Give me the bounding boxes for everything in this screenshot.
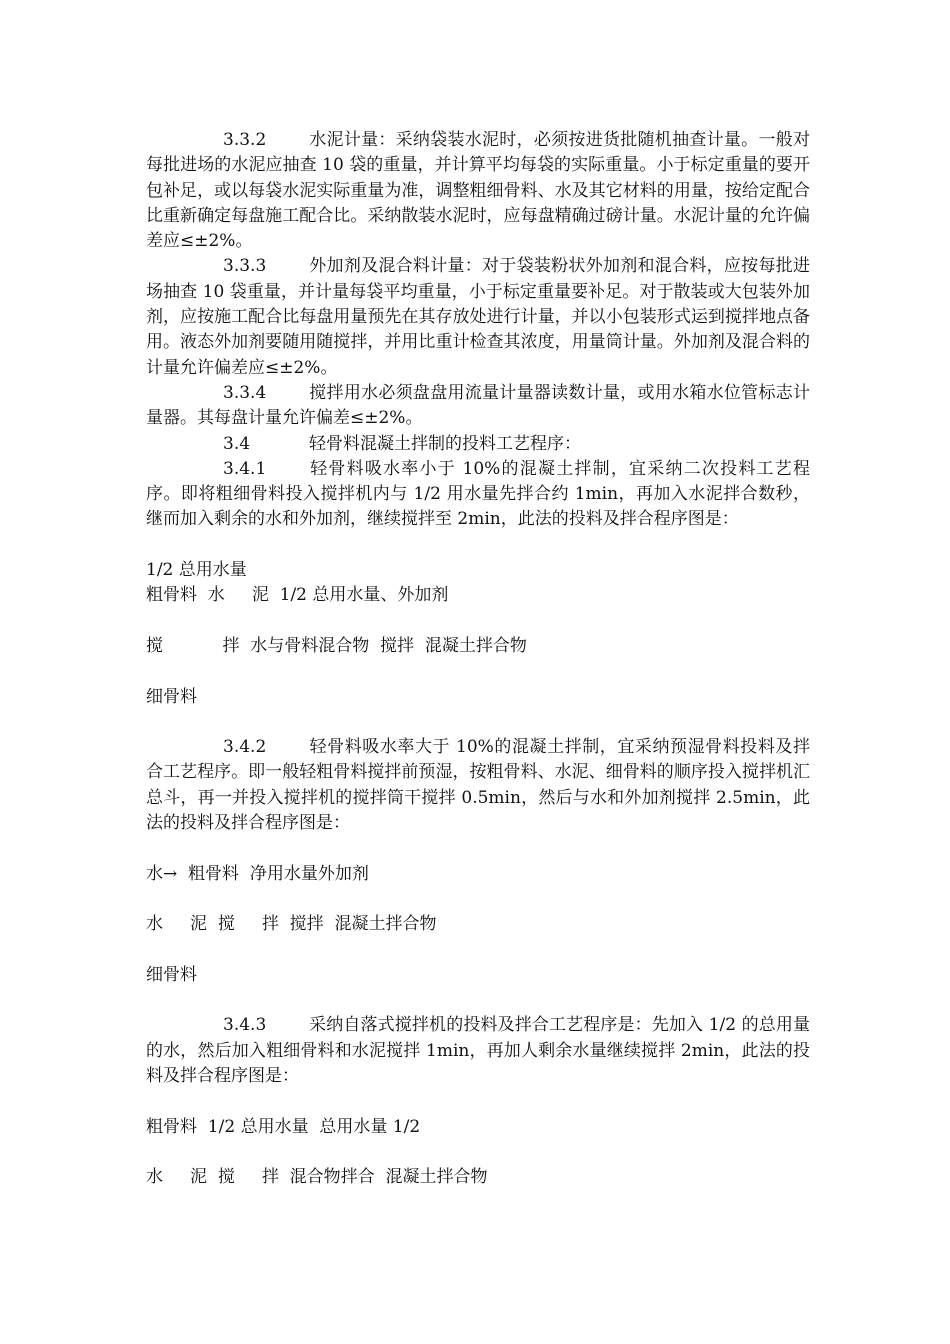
process-diagram-1 [146,558,810,710]
section-number: 3.3.2 [223,130,267,150]
section-number: 3.4.1 [223,458,267,479]
section-text: 轻骨料吸水率大于 10%的混凝土拌制，宜采纳预湿骨料投料及拌合工艺程序。即一般轻粗骨料搅拌前预湿，按粗骨料、水泥、细骨料的顺序投入搅拌机汇总斗，再一并投入搅拌机的搅拌筒干搅拌 0.5min，然后与水和外加剂搅拌 2.5min，此法的投料及拌合程序图是： [146,737,810,834]
section-text: 水泥计量：采纳袋装水泥时，必须按进货批随机抽查计量。一般对每批进场的水泥应抽查 10 袋的重量，并计算平均每袋的实际重量。小于标定重量的要开包补足，或以每袋水泥实际重量为准，调整粗细骨料、水及其它材料的用量，按给定配合比重新确定每盘施工配合比。采纳散装水泥时，应每盘精确过磅计量。水泥计量的允许偏差应≤±2%。 [146,130,810,252]
section-text: 轻骨料吸水率小于 10%的混凝土拌制，宜采纳二次投料工艺程序。即将粗细骨料投入搅拌机内与 1/2 用水量先拌合约 1min，再加入水泥拌合数秒，继而加入剩余的水和外加剂，继续搅拌至 2min，此法的投料及拌合程序图是： [146,458,810,530]
process-diagram-3 [146,1115,810,1191]
section-3-4 [146,432,810,457]
section-text: 搅拌用水必须盘盘用流量计量器读数计量，或用水箱水位管标志计量器。其每盘计量允许偏差≤±2%。 [146,382,810,429]
section-number: 3.3.3 [223,256,267,277]
section-3-3-2 [146,128,810,254]
section-3-4-3 [146,1013,810,1089]
section-number: 3.4.3 [223,1015,267,1036]
section-text: 采纳自落式搅拌机的投料及拌合工艺程序是：先加入 1/2 的总用量的水，然后加入粗细骨料和水泥搅拌 1min，再加人剩余水量继续搅拌 2min，此法的投料及拌合程序图是： [146,1015,810,1086]
section-3-3-4 [146,381,810,432]
diagram-line: 水 泥 搅 拌 搅拌 混凝土拌合物 [146,914,437,935]
section-3-4-1 [146,457,810,533]
section-3-4-2 [146,735,810,836]
diagram-line: 1/2 总用水量 [146,560,247,581]
section-number: 3.4 [223,433,251,454]
diagram-line: 水→ 粗骨料 净用水量外加剂 [146,863,369,884]
diagram-line: 水 泥 搅 拌 混合物拌合 混凝土拌合物 [146,1167,488,1188]
section-number: 3.4.2 [223,737,267,758]
process-diagram-2 [146,862,810,988]
section-text: 外加剂及混合料计量：对于袋装粉状外加剂和混合料，应按每批进场抽查 10 袋重量，并计量每袋平均重量，小于标定重量要补足。对于散装或大包装外加剂，应按施工配合比每盘用量预先在其存放处进行计量，并以小包装形式运到搅拌地点备用。液态外加剂要随用随搅拌，并用比重计检查其浓度，用量筒计量。外加剂及混合料的计量允许偏差应≤±2%。 [146,256,810,378]
diagram-line: 粗骨料 水 泥 1/2 总用水量、外加剂 [146,585,449,606]
diagram-line: 细骨料 [146,686,197,707]
section-number: 3.3.4 [223,382,267,403]
diagram-line: 粗骨料 1/2 总用水量 总用水量 1/2 [146,1116,421,1137]
section-3-3-3 [146,254,810,380]
diagram-line: 细骨料 [146,964,197,985]
document-page [146,128,810,1190]
section-text: 轻骨料混凝土拌制的投料工艺程序： [309,433,581,454]
diagram-line: 搅 拌 水与骨料混合物 搅拌 混凝土拌合物 [146,635,527,656]
